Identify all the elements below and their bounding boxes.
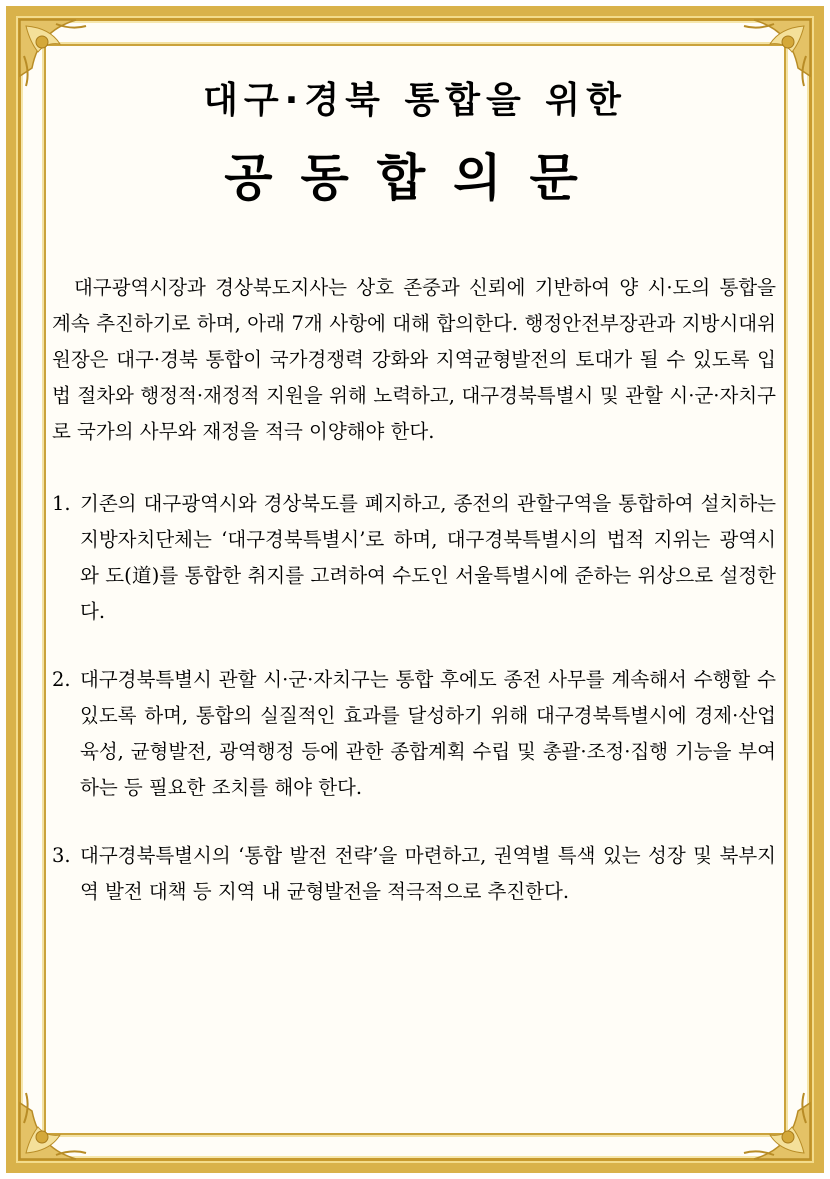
list-item <box>52 486 776 630</box>
corner-ornament-icon <box>16 1067 112 1163</box>
document-body <box>52 270 776 942</box>
agreement-items <box>52 486 776 910</box>
item-number: 3. <box>52 844 71 867</box>
intro-paragraph: 대구광역시장과 경상북도지사는 상호 존중과 신뢰에 기반하여 양 시·도의 통합을 계속 추진하기로 하며, 아래 7개 사항에 대해 합의한다. 행정안전부장관과 지방시대위원장은 대구·경북 통합이 국가경쟁력 강화와 지역균형발전의 토대가 될 수 있도록 입법 절차와 행정적·재정적 지원을 위해 노력하고, 대구경북특별시 및 관할 시·군·자치구로 국가의 사무와 재정을 적극 이양해야 한다. <box>52 276 776 443</box>
item-number: 2. <box>52 668 71 691</box>
item-text: 대구경북특별시의 ‘통합 발전 전략’을 마련하고, 권역별 특색 있는 성장 및 북부지역 발전 대책 등 지역 내 균형발전을 적극적으로 추진한다. <box>80 844 776 903</box>
list-item <box>52 838 776 910</box>
document-title-line1: 대구·경북 통합을 위한 <box>203 80 627 121</box>
document-title-line2: 공동합의문 <box>224 149 606 207</box>
item-text: 기존의 대구광역시와 경상북도를 폐지하고, 종전의 관할구역을 통합하여 설치하는 지방자치단체는 ‘대구경북특별시’로 하며, 대구경북특별시의 법적 지위는 광역시와 도(道)를 통합한 취지를 고려하여 수도인 서울특별시에 준하는 위상으로 설정한다. <box>80 492 776 623</box>
item-number: 1. <box>52 492 71 515</box>
list-item <box>52 662 776 806</box>
item-text: 대구경북특별시 관할 시·군·자치구는 통합 후에도 종전 사무를 계속해서 수행할 수 있도록 하며, 통합의 실질적인 효과를 달성하기 위해 대구경북특별시에 경제·산업 육성, 균형발전, 광역행정 등에 관한 종합계획 수립 및 총괄·조정·집행 기능을 부여하는 등 필요한 조치를 해야 한다. <box>80 668 776 799</box>
corner-ornament-icon <box>718 1067 814 1163</box>
